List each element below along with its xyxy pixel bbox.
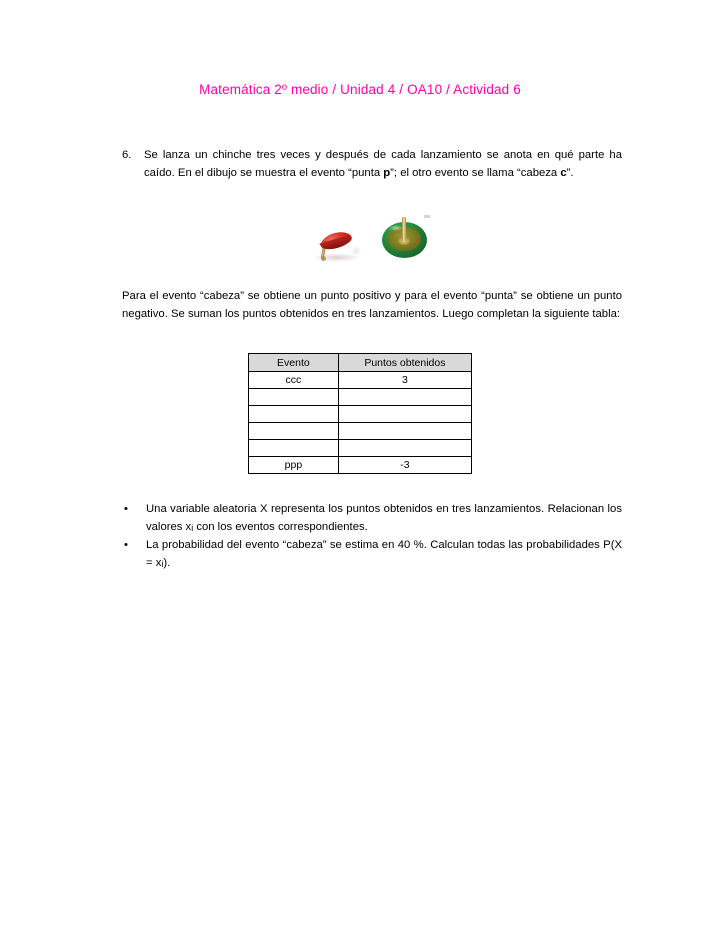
list-item: [122, 501, 622, 536]
table-row: [249, 389, 472, 406]
table-header-row: [249, 354, 472, 372]
problem-text-part2: ”; el otro evento se llama “cabeza: [390, 166, 561, 179]
problem-bold-c: c: [560, 166, 567, 179]
cell-puntos: -3: [338, 457, 471, 474]
instruction-paragraph: Para el evento “cabeza” se obtiene un punto positivo y para el evento “punta” se obtiene un punto negativo. Se suman los puntos obtenidos en tres lanzamientos. Luego completan la siguiente tabla:: [122, 290, 622, 320]
table-row: [249, 423, 472, 440]
cell-puntos[interactable]: [338, 389, 471, 406]
task-bullet-list: [122, 501, 622, 573]
problem-bold-p: p: [383, 166, 391, 179]
cell-evento[interactable]: [249, 406, 339, 423]
list-item-text: [146, 501, 622, 536]
problem-text-part3: ”.: [566, 166, 574, 179]
table-row: [249, 406, 472, 423]
cell-evento: ccc: [249, 372, 339, 389]
list-item-text-a: La probabilidad del evento “cabeza” se estima en 40 %. Calculan todas las probabilidades P(X = x: [146, 539, 622, 569]
image-speck: [424, 215, 430, 218]
thumbtack-figure: [300, 212, 440, 267]
cell-puntos[interactable]: [338, 423, 471, 440]
bullet-marker-icon: •: [124, 539, 128, 551]
problem-text: [144, 147, 622, 182]
cell-evento: ppp: [249, 457, 339, 474]
thumbtack-punta-image: [300, 220, 370, 264]
tack-tip: [321, 256, 326, 261]
table-row: [249, 457, 472, 474]
table-row: [249, 372, 472, 389]
list-item: [122, 537, 622, 572]
list-item-text-b: ).: [163, 556, 171, 569]
table-row: [249, 440, 472, 457]
cell-evento[interactable]: [249, 440, 339, 457]
cell-puntos[interactable]: [338, 406, 471, 423]
cell-puntos: 3: [338, 372, 471, 389]
column-header-puntos: Puntos obtenidos: [338, 354, 471, 372]
cell-puntos[interactable]: [338, 440, 471, 457]
thumbtack-cabeza-image: [376, 212, 432, 266]
page-title: Matemática 2º medio / Unidad 4 / OA10 / Actividad 6: [199, 82, 521, 97]
problem-statement: [122, 147, 622, 182]
cell-evento[interactable]: [249, 423, 339, 440]
list-item-text: [146, 537, 622, 572]
problem-number: 6.: [122, 149, 132, 161]
subscript-i: i: [161, 559, 164, 569]
table-head: [249, 354, 472, 372]
list-item-text-a: Una variable aleatoria X representa los puntos obtenidos en tres lanzamientos. Relacionan los valores x: [146, 503, 622, 533]
tack-green-gloss: [389, 225, 403, 231]
problem-text-part1: Se lanza un chinche tres veces y después de cada lanzamiento se anota en qué parte ha caído. En el dibujo se muestra el evento “punta: [144, 149, 622, 179]
subscript-i: i: [191, 523, 194, 533]
tack-highlight: [350, 246, 362, 256]
points-table: [248, 353, 472, 474]
bullet-marker-icon: •: [124, 503, 128, 515]
list-item-text-b: con los eventos correspondientes.: [193, 520, 368, 533]
cell-evento[interactable]: [249, 389, 339, 406]
column-header-evento: Evento: [249, 354, 339, 372]
table-body: [249, 372, 472, 474]
